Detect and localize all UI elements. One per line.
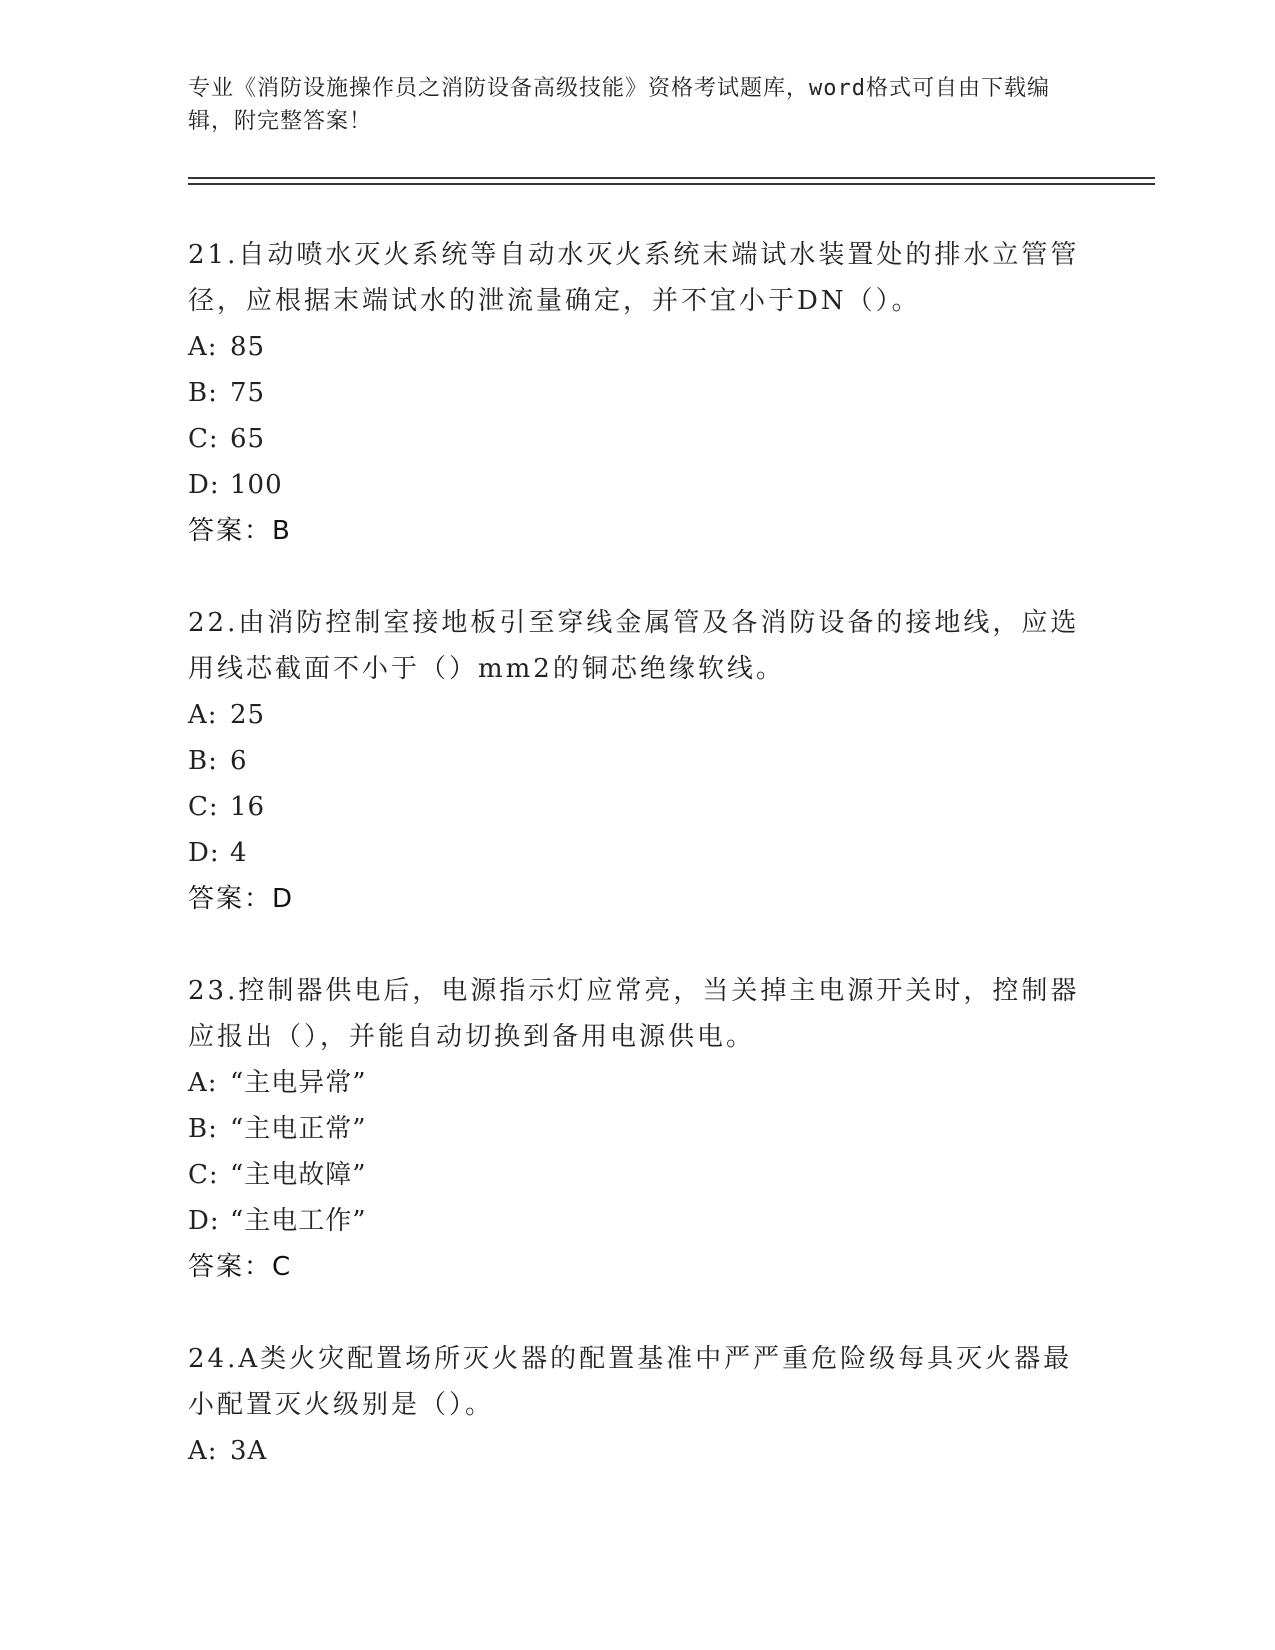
option-key: C: [188, 1160, 219, 1190]
header-divider-top [188, 177, 1155, 179]
option-text: 3A [230, 1436, 268, 1466]
option-text: “主电工作” [230, 1206, 367, 1236]
option-a [188, 1428, 1088, 1474]
question-stem: 23.控制器供电后，电源指示灯应常亮，当关掉主电源开关时，控制器应报出（），并能自动切换到备用电源供电。 [188, 976, 1080, 1052]
option-key: D: [188, 838, 220, 868]
option-text: 100 [230, 470, 283, 500]
option-text: 4 [230, 838, 248, 868]
option-key: D: [188, 470, 220, 500]
question-stem: 24.A类火灾配置场所灭火器的配置基准中严严重危险级每具灭火器最小配置灭火级别是（）。 [188, 1344, 1073, 1420]
question-stem: 22.由消防控制室接地板引至穿线金属管及各消防设备的接地线，应选用线芯截面不小于（）mm2的铜芯绝缘软线。 [188, 608, 1080, 684]
option-text: 75 [230, 378, 266, 408]
option-c [188, 1152, 1088, 1198]
option-key: C: [188, 792, 219, 822]
question-list [188, 232, 1088, 1520]
option-key: B: [188, 1114, 218, 1144]
option-text: 25 [230, 700, 266, 730]
option-text: 6 [230, 746, 248, 776]
option-key: A: [188, 332, 218, 362]
option-text: “主电故障” [230, 1160, 367, 1190]
option-a [188, 324, 1088, 370]
question-21 [188, 232, 1088, 554]
option-a [188, 1060, 1088, 1106]
document-intro: 专业《消防设施操作员之消防设备高级技能》资格考试题库，word格式可自由下载编辑，附完整答案！ [188, 76, 1050, 134]
option-key: A: [188, 700, 218, 730]
question-stem: 21.自动喷水灭火系统等自动水灭火系统末端试水装置处的排水立管管径，应根据末端试水的泄流量确定，并不宜小于DN（）。 [188, 240, 1080, 316]
option-d [188, 462, 1088, 508]
option-b [188, 370, 1088, 416]
option-c [188, 416, 1088, 462]
option-d [188, 830, 1088, 876]
answer-line: 答案：C [188, 1252, 293, 1282]
option-key: A: [188, 1068, 218, 1098]
option-text: 85 [230, 332, 266, 362]
question-22 [188, 600, 1088, 922]
option-key: D: [188, 1206, 220, 1236]
answer-line: 答案：D [188, 884, 295, 914]
option-key: A: [188, 1436, 218, 1466]
option-key: B: [188, 746, 218, 776]
option-a [188, 692, 1088, 738]
option-text: 16 [230, 792, 266, 822]
option-key: B: [188, 378, 218, 408]
option-text: “主电正常” [230, 1114, 367, 1144]
question-23 [188, 968, 1088, 1290]
answer-line: 答案：B [188, 516, 292, 546]
option-text: “主电异常” [230, 1068, 367, 1098]
question-24 [188, 1336, 1088, 1474]
option-d [188, 1198, 1088, 1244]
option-b [188, 1106, 1088, 1152]
option-text: 65 [230, 424, 266, 454]
option-c [188, 784, 1088, 830]
header-divider-bottom [188, 183, 1155, 185]
option-b [188, 738, 1088, 784]
option-key: C: [188, 424, 219, 454]
